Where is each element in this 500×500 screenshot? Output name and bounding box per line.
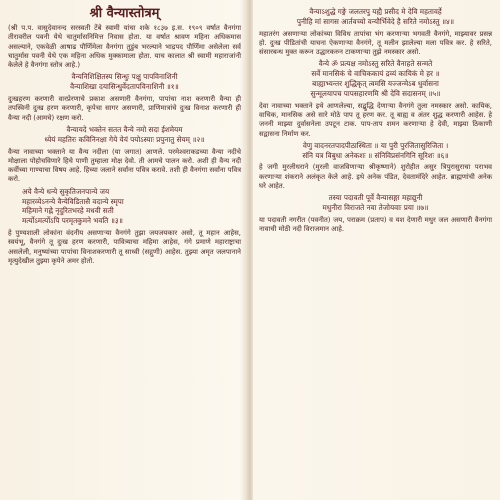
verse-2 [8, 125, 241, 145]
verse-5-meaning: देवा नावाच्या भक्ताने इथे आणलेल्या, सद्बुद्धि देणाऱ्या वैनगंगे तुला नमस्कार असो. कायिक, वाचिक, मानसिक असे सारे मोठे पाप तू हरण कर. तू बाह्य व अंतर शुद्ध करणारी आहेस. हे जननी माझ्या दुर्वासनेला उपटून टाक. पाप-ताप शमन करणाऱ्या हे देवी, माझ्या ठिकाणी सद्वासना निर्माण कर. [259, 101, 492, 138]
verse-5-line-1: वैन्ये ॐ प्रत्यक्ष नमोऽस्तु सरिते वैनाहते सन्मते [318, 59, 433, 69]
stotra-title: श्री वैन्यास्तोत्रम् [89, 6, 160, 21]
left-column [0, 0, 247, 500]
verse-6 [259, 141, 492, 161]
verse-1 [8, 72, 241, 92]
verse-5 [259, 59, 492, 98]
verse-5-line-3: बाह्याभ्यन्तर शुद्धिकृत् त्वमसि यज्जन्मेऽब धुर्वासना [312, 79, 439, 89]
intro-paragraph: (श्री प.प. वासुदेवानन्द सरस्वती टेंबे स्वामी यांचा शके १८३७ इ.स. १९०९ वर्षात वैनगंगा तीरावरील पवनी येथे चातुर्मासनिमित्त निवास होता. या वर्षात श्रावण महिना अधिकमास असल्याने, एकवेळी आषाढ पौर्णिमेला वैनगंगा तुडुंब भरल्याने भाद्रपद पौर्णिमा असेलेला सर्व चातुर्मास पवनी येथे एक महिना अधिक मुक्कामाला होता. याच कालात श्री स्वामी महाराजांनी केलेले हे वैनगंगा स्तोत्र आहे.) [8, 24, 241, 70]
verse-4-line-1: वैन्याऽशुद्धे गङ्गे जलतरपु यह्यै प्रसीद मे देवि महतावर्हे [309, 7, 442, 16]
verse-7-meaning: या पदावती नगरीत (पवनीत) जय, पराक्रम (प्रताप) व यश देणारी मधुर जल असणारी वैनगंगा नावाची मोठी नदी विराजमान आहे. [259, 215, 492, 234]
verse-7-line-1: तस्या पदावती पूर्वे वैन्यासङ्गा महाद्युनी [328, 193, 423, 203]
verse-4 [259, 7, 492, 27]
verse-5-line-4: सुन्मूलयापच पापसहारणमि श्री देवि सदासनम् ॥५॥ [310, 88, 441, 98]
verse-1-line-2: वैन्याशिखा दयासिन्धुर्वेदतापविनाशिनी ॥१॥ [70, 82, 179, 92]
verse-4-meaning: महातरंग असणाऱ्या लोकांच्या विविध तापांचा भंग करणाऱ्या भगवती वैनगंगे, माझ्यावर प्रसन्न हो. दुःख पीडितांची याचना ऐकणाऱ्या वैनगंगे, तू मलीन झालेल्या मला पवित्र कर. हे सरिते, संसारबन्ध मुक्त करून उद्धारकरुन टाकणाऱ्या तुझे नमस्कार असो. [259, 29, 492, 57]
right-column [253, 0, 500, 500]
verse-6-line-2: संनि यत्र विबुधा अनेकशः ॥ संनिविप्रसंनगिनि सूरिशः ॥६॥ [302, 150, 449, 160]
verse-4-line-2: पुनीहि मां सागस आर्तवच्यो वन्यौर्भिवेदे है सरिते नमोऽस्तु ॥४॥ [296, 16, 455, 26]
verse-3-line-4: मर्त्योऽमर्त्योऽपि परमृतकुमने भवति ॥३॥ [22, 216, 123, 226]
verse-6-meaning: हे जगी मुरलीधराने (मुरली वाजविणाऱ्या श्रीकृष्णाने) शुरोहीत असुर त्रिपुरासुराचा पराभव करणाऱ्या शंकराने अलंकृत केले आहे. इथे अनेक पंडित, देवतामंदिरे आहेत. ब्राह्मणांची अनेक घरे आहेत. [259, 163, 492, 191]
verse-2-meaning: वैन्या नावाच्या भक्ताने या वैन्य नदीला (या जगात) आणले. परमेश्वराकडच्या वैन्या नदीचे मोक्षाला पोहोचविणारे हिचे पाणी तुम्हाला मोक्ष देवो. ती आमचे पालन करो. अशी ही वैन्य नदी कवींच्या गाण्याचा विषय आहे. हिच्या जलाने सर्वांना पवित्र करावे. तशी ही वैनगंगा सर्वांना पवित्र करो. [8, 147, 241, 184]
verse-3-meaning: हे पुण्यशाली लोकांना वंदनीय असणाऱ्या वैनगंगे तुझा जयजयकार असो, तू महान आहेस, स्वयंभू, वैनगंगे तू दुःख हरण करणारी, पावित्र्याचा महिमा आहेस, गंगे प्रमाणे महाराष्ट्राचा असलेली, मनुष्यांच्या पापांचा विनाशकरणारी तू साध्वी (सद्गुणी) आहेस. तुझ्या अमृत जलपानाने मृत्युदेखील तुझ्या कृपेने अमर होतो. [8, 228, 241, 265]
verse-2-line-1: वैन्यायदे भक्तेन सतत वैन्ये नमो सदा ईशमेयम [66, 124, 183, 134]
verse-1-line-1: वैन्यनिशिक्षितस्य सिन्धुः पक्षु पापविनाशिनी [71, 72, 178, 82]
verse-2-line-2: ध्येयं महतिरः कविनिनक्षा गेये येयं पयोऽस्याः प्रपुनातु सेयम् ॥२॥ [44, 134, 205, 144]
verse-3-line-2: महारव्येऽनन्ये वैन्येविडितासै वदान्ये स्मृपा [22, 196, 124, 206]
verse-3-line-3: महिमाने गह्ने नृदुरितभरहे मधवी सती [22, 206, 114, 216]
verse-1-meaning: दुःखहरण करणारी वारप्रेरणाचे प्रकाश असणारी वैनगंगा, पापांचा नाश करणारी वैन्या ही तपस्विनी दुःख हरण करणारी, कृपेचा सागर असणारी, प्राणिमात्रांचे दुःख विनाश करणारी ही वैन्या नदी (आमचे) रक्षण करो. [8, 95, 241, 122]
verse-5-line-2: सर्वे मानसिकं चे वाचिककायं द्रव्यं कायिकं मे हर ॥ [311, 69, 440, 79]
verse-7-line-2: मधुनीरा विराजते नवा तेजोयवाः प्रया ॥७॥ [322, 203, 429, 213]
verse-7 [259, 193, 492, 213]
verse-6-line-1: वेणु वादनरतपादपीठास्थिता ॥ या पुरी पुरजितासुरिजिता । [302, 140, 449, 150]
verse-3 [8, 187, 241, 226]
verse-3-line-1: अये वैन्ये धन्ये सुकृतिजनपान्ये जय [22, 186, 110, 196]
